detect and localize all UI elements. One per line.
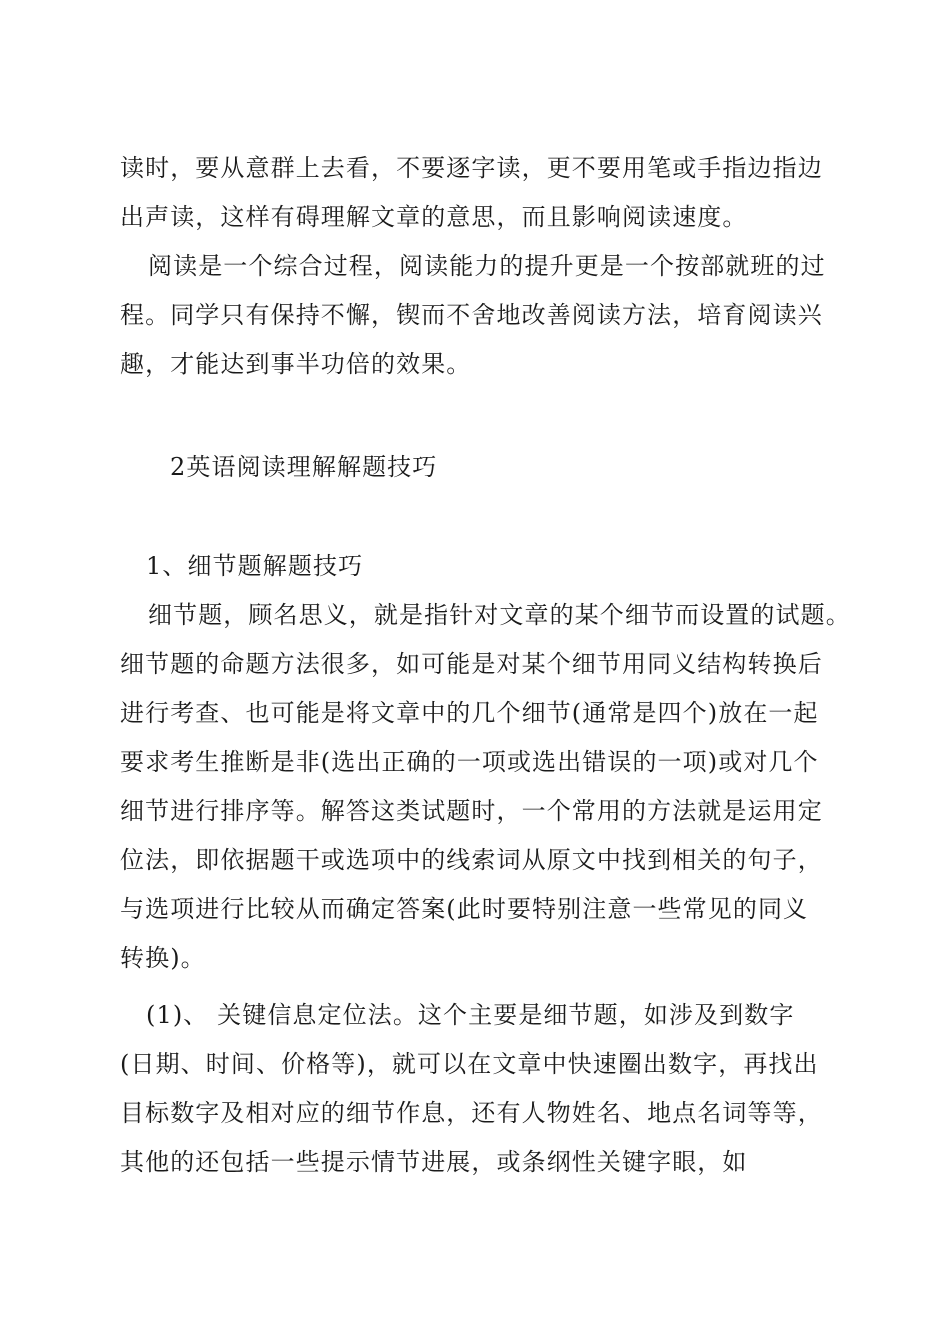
paragraph-line: 与选项进行比较从而确定答案(此时要特别注意一些常见的同义 [120, 895, 809, 923]
paragraph-line: 读时，要从意群上去看，不要逐字读，更不要用笔或手指边指边 [120, 154, 823, 182]
paragraph-line: 进行考查、也可能是将文章中的几个细节(通常是四个)放在一起 [120, 699, 819, 727]
section-heading: 2英语阅读理解解题技巧 [170, 453, 438, 481]
paragraph-line: 细节进行排序等。解答这类试题时，一个常用的方法就是运用定 [120, 797, 823, 825]
paragraph-line: 转换)。 [120, 944, 206, 972]
paragraph-line: (1)、 关键信息定位法。这个主要是细节题，如涉及到数字 [146, 1001, 795, 1029]
paragraph-line: 出声读，这样有碍理解文章的意思，而且影响阅读速度。 [120, 203, 748, 231]
paragraph-line: 要求考生推断是非(选出正确的一项或选出错误的一项)或对几个 [120, 748, 819, 776]
paragraph-line: 程。同学只有保持不懈，锲而不舍地改善阅读方法，培育阅读兴 [120, 301, 823, 329]
paragraph-line: 阅读是一个综合过程，阅读能力的提升更是一个按部就班的过 [148, 252, 826, 280]
paragraph-line: 细节题，顾名思义，就是指针对文章的某个细节而设置的试题。 [148, 601, 851, 629]
paragraph-line: 目标数字及相对应的细节作息，还有人物姓名、地点名词等等， [120, 1099, 823, 1127]
subheading: 1、细节题解题技巧 [146, 552, 364, 580]
paragraph-line: 细节题的命题方法很多，如可能是对某个细节用同义结构转换后 [120, 650, 823, 678]
paragraph-line: 其他的还包括一些提示情节进展，或条纲性关键字眼，如 [120, 1148, 748, 1176]
paragraph-line: 趣，才能达到事半功倍的效果。 [120, 350, 472, 378]
paragraph-line: 位法，即依据题干或选项中的线索词从原文中找到相关的句子， [120, 846, 823, 874]
paragraph-line: (日期、时间、价格等)，就可以在文章中快速圈出数字，再找出 [120, 1050, 819, 1078]
